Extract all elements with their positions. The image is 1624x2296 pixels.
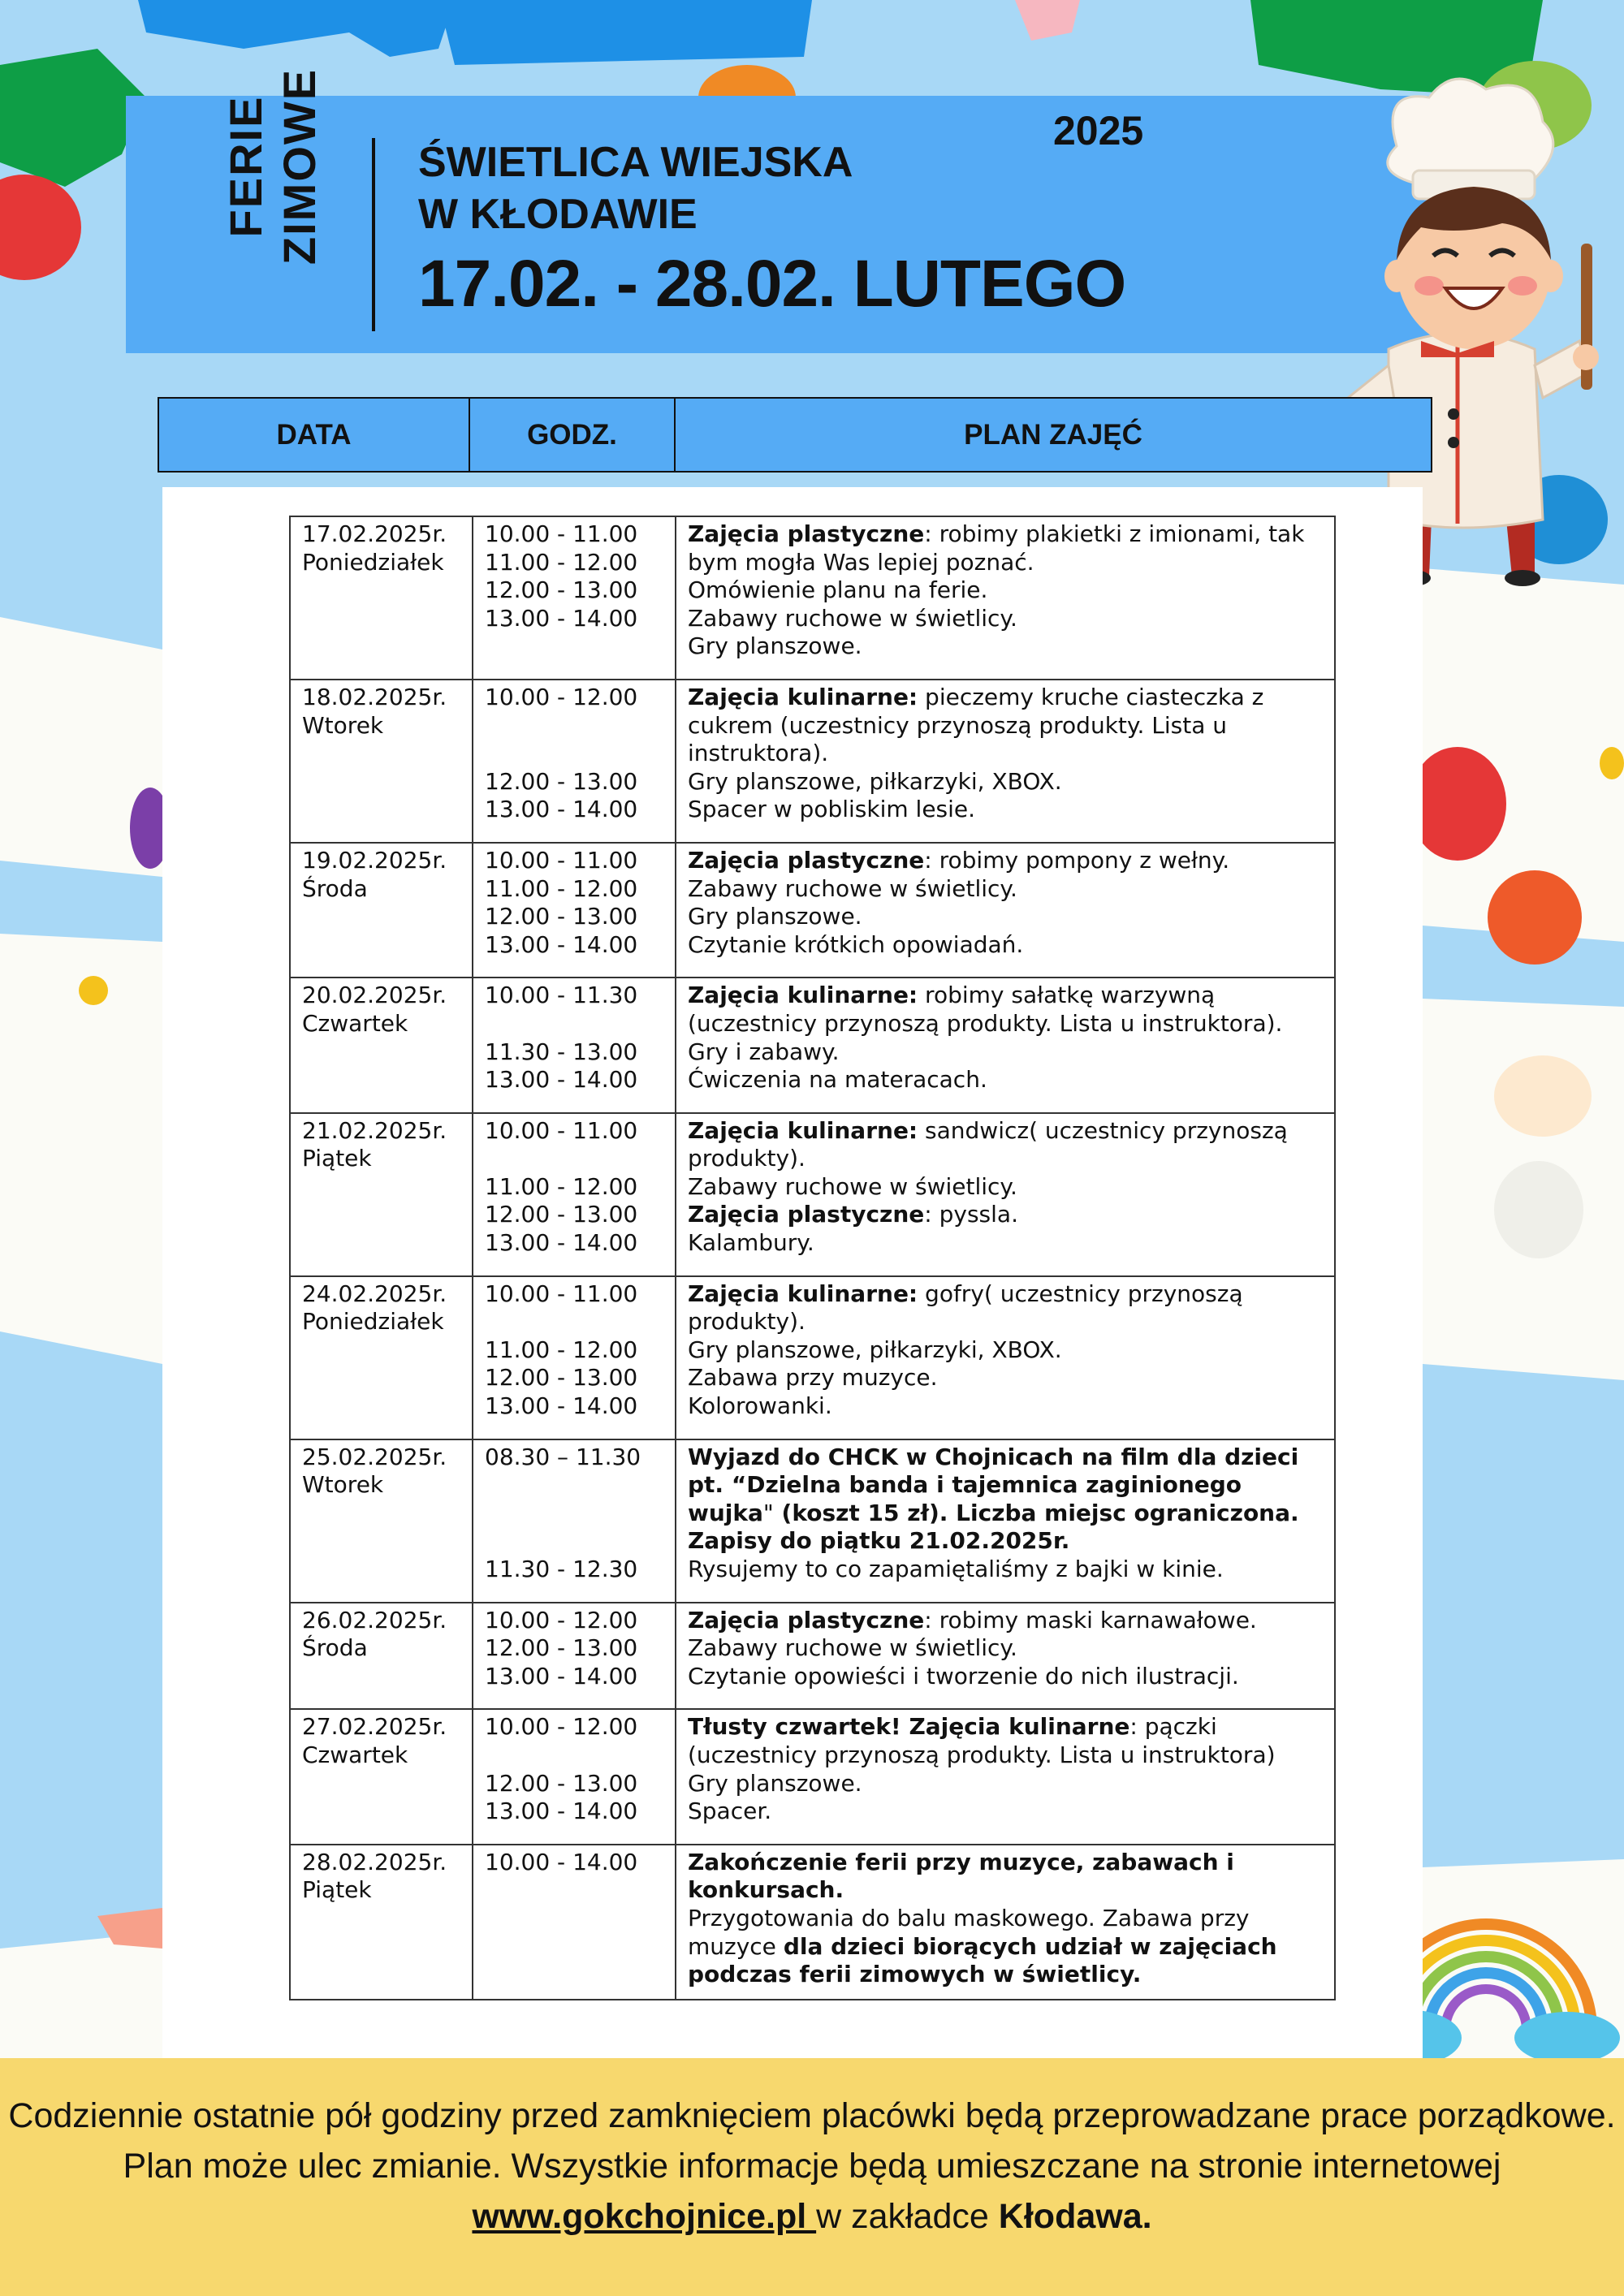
hours-cell (473, 680, 676, 843)
plan-text: gofry( uczestnicy przynoszą produkty). (688, 1280, 1243, 1336)
row-day: Środa (302, 874, 368, 902)
footer-place: Kłodawa. (998, 2197, 1152, 2236)
schedule-row (290, 516, 1335, 680)
time-slot (485, 1527, 663, 1556)
time-slot: 08.30 – 11.30 (485, 1443, 641, 1470)
time-slot: 13.00 - 14.00 (485, 930, 638, 958)
time-slot: 11.00 - 12.00 (485, 874, 638, 902)
plan-text: Gry planszowe. (688, 632, 862, 660)
schedule-row (290, 1113, 1335, 1276)
plan-line (688, 1770, 1323, 1798)
banner-divider (372, 138, 375, 331)
row-day: Środa (302, 1634, 368, 1662)
hours-cell (473, 1845, 676, 2000)
footer-note (0, 2058, 1624, 2296)
time-slot: 10.00 - 11.00 (485, 846, 638, 874)
plan-text: Kolorowanki. (688, 1392, 832, 1420)
plan-line (688, 1066, 1323, 1094)
schedule-row (290, 1845, 1335, 2000)
plan-bold-text: dla dzieci biorących udział w zajęciach podczas ferii zimowych w świetlicy. (688, 1932, 1277, 1988)
plan-text: Ćwiczenia na materacach. (688, 1066, 987, 1094)
time-slot (485, 1500, 663, 1528)
column-header-date: DATA (159, 399, 470, 471)
plan-text: " (762, 1499, 774, 1526)
hours-cell (473, 1709, 676, 1844)
plan-text: : robimy plakietki z imionami, tak bym mogła Was lepiej poznać. (688, 520, 1305, 576)
plan-text: Gry planszowe, piłkarzyki, XBOX. (688, 1336, 1062, 1363)
time-slot: 13.00 - 14.00 (485, 604, 638, 632)
time-slot: 11.00 - 12.00 (485, 548, 638, 576)
date-cell (290, 1603, 473, 1710)
time-slot: 12.00 - 13.00 (485, 1201, 638, 1228)
schedule-row (290, 1276, 1335, 1439)
schedule-row (290, 1709, 1335, 1844)
time-slot (485, 1145, 663, 1173)
plan-text: Zabawy ruchowe w świetlicy. (688, 604, 1017, 632)
plan-cell (676, 1845, 1335, 2000)
plan-text: Gry planszowe. (688, 903, 862, 930)
hours-cell (473, 1113, 676, 1276)
hours-cell (473, 1439, 676, 1603)
plan-bold-text: Zajęcia plastyczne (688, 520, 925, 547)
row-date: 28.02.2025r. (302, 1848, 447, 1875)
plan-bold-text: Zajęcia kulinarne: (688, 982, 918, 1009)
plan-cell (676, 680, 1335, 843)
year: 2025 (1053, 108, 1144, 153)
plan-line (688, 931, 1323, 960)
plan-text: Zabawy ruchowe w świetlicy. (688, 1634, 1017, 1662)
schedule-header (158, 397, 1432, 473)
plan-line (688, 1201, 1323, 1229)
plan-text: Kalambury. (688, 1229, 814, 1257)
plan-bold-text: Wyjazd do CHCK w Chojnicach na film dla dzieci pt. “Dzielna banda i tajemnica zaginionego wujka (688, 1443, 1299, 1526)
schedule-row (290, 1603, 1335, 1710)
time-slot: 10.00 - 12.00 (485, 1606, 638, 1634)
plan-line (688, 1229, 1323, 1258)
plan-text: Omówienie planu na ferie. (688, 576, 988, 604)
plan-line (688, 1336, 1323, 1365)
time-slot (485, 1308, 663, 1336)
row-date: 27.02.2025r. (302, 1713, 447, 1741)
plan-line (688, 605, 1323, 633)
time-slot: 13.00 - 14.00 (485, 1066, 638, 1094)
plan-bold-text: Zajęcia plastyczne (688, 1606, 925, 1634)
hours-cell (473, 1276, 676, 1439)
plan-line (688, 576, 1323, 605)
plan-line (688, 1556, 1323, 1584)
vertical-title-line1: FERIE (220, 95, 271, 238)
plan-line (688, 1663, 1323, 1691)
plan-text: : robimy maski karnawałowe. (924, 1606, 1257, 1634)
plan-cell (676, 516, 1335, 680)
time-slot: 13.00 - 14.00 (485, 1229, 638, 1257)
plan-line (688, 1392, 1323, 1421)
plan-cell (676, 1276, 1335, 1439)
time-slot: 10.00 - 12.00 (485, 1713, 638, 1741)
time-slot: 10.00 - 11.00 (485, 520, 638, 547)
time-slot: 11.30 - 12.30 (485, 1556, 638, 1582)
plan-cell (676, 1709, 1335, 1844)
row-date: 17.02.2025r. (302, 520, 447, 547)
time-slot: 10.00 - 14.00 (485, 1848, 638, 1875)
plan-line (688, 768, 1323, 796)
date-range: 17.02. - 28.02. LUTEGO (418, 247, 1126, 321)
date-cell (290, 1709, 473, 1844)
plan-text: Czytanie krótkich opowiadań. (688, 930, 1024, 958)
row-day: Czwartek (302, 1009, 408, 1037)
time-slot: 12.00 - 13.00 (485, 903, 638, 930)
plan-bold-text: Zajęcia kulinarne: (688, 1280, 918, 1307)
plan-text: : pyssla. (924, 1201, 1018, 1228)
plan-text: Zabawy ruchowe w świetlicy. (688, 1172, 1017, 1200)
plan-line (688, 1607, 1323, 1635)
row-day: Czwartek (302, 1741, 408, 1768)
row-date: 21.02.2025r. (302, 1116, 447, 1144)
plan-bold-text: Zajęcia kulinarne: (688, 683, 918, 710)
plan-line (688, 1173, 1323, 1202)
hours-cell (473, 978, 676, 1112)
row-date: 25.02.2025r. (302, 1443, 447, 1470)
plan-line (688, 1364, 1323, 1392)
plan-line (688, 1117, 1323, 1173)
hours-cell (473, 516, 676, 680)
plan-line (688, 875, 1323, 904)
time-slot: 10.00 - 11.30 (485, 982, 638, 1009)
plan-line (688, 1849, 1323, 1905)
plan-text: Gry i zabawy. (688, 1038, 840, 1065)
row-day: Wtorek (302, 711, 384, 739)
footer-text-main: Codziennie ostatnie pół godziny przed zamknięciem placówki będą przeprowadzane prace porządkowe. Plan może ulec zmianie. Wszystkie informacje będą umieszczane na stronie internetowej (8, 2096, 1616, 2186)
column-header-plan: PLAN ZAJĘĆ (964, 418, 1142, 451)
time-slot: 10.00 - 12.00 (485, 683, 638, 710)
vertical-title-line2: ZIMOWE (274, 67, 325, 265)
plan-line (688, 1798, 1323, 1826)
time-slot: 12.00 - 13.00 (485, 767, 638, 795)
plan-text: Spacer w pobliskim lesie. (688, 796, 976, 823)
time-slot: 12.00 - 13.00 (485, 1769, 638, 1797)
row-date: 26.02.2025r. (302, 1606, 447, 1634)
time-slot: 11.00 - 12.00 (485, 1336, 638, 1363)
plan-cell (676, 1439, 1335, 1603)
time-slot (485, 1741, 663, 1770)
plan-line (688, 1280, 1323, 1336)
plan-text: Czytanie opowieści i tworzenie do nich ilustracji. (688, 1662, 1239, 1690)
plan-line (688, 632, 1323, 661)
plan-line (688, 796, 1323, 824)
date-cell (290, 680, 473, 843)
row-date: 18.02.2025r. (302, 683, 447, 710)
date-cell (290, 843, 473, 978)
time-slot: 13.00 - 14.00 (485, 1662, 638, 1690)
time-slot: 10.00 - 11.00 (485, 1280, 638, 1307)
schedule-row (290, 1439, 1335, 1603)
time-slot: 11.00 - 12.00 (485, 1172, 638, 1200)
plan-text: Zabawy ruchowe w świetlicy. (688, 874, 1017, 902)
time-slot: 12.00 - 13.00 (485, 1634, 638, 1662)
plan-text: sandwicz( uczestnicy przynoszą produkty). (688, 1116, 1288, 1172)
plan-cell (676, 1113, 1335, 1276)
time-slot: 13.00 - 14.00 (485, 796, 638, 823)
date-cell (290, 1845, 473, 2000)
time-slot (485, 712, 663, 740)
plan-text: Przygotowania do balu maskowego. Zabawa przy muzyce (688, 1904, 1250, 1960)
plan-text: : pączki (uczestnicy przynoszą produkty. Lista u instruktora) (688, 1713, 1276, 1768)
plan-line (688, 1713, 1323, 1769)
plan-line (688, 1905, 1323, 1989)
time-slot: 12.00 - 13.00 (485, 1364, 638, 1392)
plan-text: Zabawa przy muzyce. (688, 1364, 938, 1392)
hours-cell (473, 1603, 676, 1710)
plan-line (688, 903, 1323, 931)
plan-text: Gry planszowe, piłkarzyki, XBOX. (688, 767, 1062, 795)
plan-bold-text: Zajęcia plastyczne (688, 846, 925, 874)
website-link[interactable]: www.gokchojnice.pl (472, 2197, 817, 2236)
plan-bold-text: Tłusty czwartek! Zajęcia kulinarne (688, 1713, 1130, 1741)
row-date: 20.02.2025r. (302, 982, 447, 1009)
row-date: 24.02.2025r. (302, 1280, 447, 1307)
row-day: Poniedziałek (302, 1308, 444, 1336)
plan-cell (676, 843, 1335, 978)
plan-bold-text: (koszt 15 zł). Liczba miejsc ograniczona. Zapisy do piątku 21.02.2025r. (688, 1499, 1299, 1555)
column-header-hours: GODZ. (470, 399, 676, 471)
plan-text: pieczemy kruche ciasteczka z cukrem (uczestnicy przynoszą produkty. Lista u instruktora). (688, 683, 1264, 767)
vertical-title (219, 65, 326, 268)
plan-text: Rysujemy to co zapamiętaliśmy z bajki w kinie. (688, 1556, 1224, 1582)
date-cell (290, 978, 473, 1112)
plan-cell (676, 978, 1335, 1112)
row-day: Poniedziałek (302, 548, 444, 576)
footer-text (0, 2091, 1624, 2242)
time-slot (485, 1471, 663, 1500)
plan-cell (676, 1603, 1335, 1710)
time-slot: 13.00 - 14.00 (485, 1798, 638, 1825)
date-cell (290, 1439, 473, 1603)
footer-text-tail: w zakładce (816, 2197, 999, 2236)
time-slot: 11.30 - 13.00 (485, 1038, 638, 1065)
plan-line (688, 1634, 1323, 1663)
row-day: Piątek (302, 1145, 372, 1172)
schedule-table (289, 516, 1336, 2000)
schedule-row (290, 978, 1335, 1112)
hours-cell (473, 843, 676, 978)
plan-line (688, 684, 1323, 768)
plan-bold-text: Zajęcia plastyczne (688, 1201, 925, 1228)
plan-line (688, 520, 1323, 576)
time-slot (485, 740, 663, 768)
plan-line (688, 1038, 1323, 1067)
plan-text: Gry planszowe. (688, 1769, 862, 1797)
schedule-row (290, 680, 1335, 843)
time-slot (485, 1010, 663, 1038)
plan-text: Spacer. (688, 1798, 772, 1825)
row-day: Piątek (302, 1876, 372, 1904)
plan-bold-text: Zajęcia kulinarne: (688, 1116, 918, 1144)
row-date: 19.02.2025r. (302, 846, 447, 874)
plan-text: robimy sałatkę warzywną (uczestnicy przynoszą produkty. Lista u instruktora). (688, 982, 1283, 1037)
time-slot: 12.00 - 13.00 (485, 576, 638, 604)
venue-title (418, 136, 853, 240)
date-cell (290, 516, 473, 680)
plan-line (688, 847, 1323, 875)
time-slot: 13.00 - 14.00 (485, 1392, 638, 1420)
venue-title-line1: ŚWIETLICA WIEJSKA (418, 139, 853, 186)
schedule-row (290, 843, 1335, 978)
plan-bold-text: Zakończenie ferii przy muzyce, zabawach i konkursach. (688, 1848, 1234, 1904)
venue-title-line2: W KŁODAWIE (418, 191, 698, 238)
plan-text: : robimy pompony z wełny. (924, 846, 1230, 874)
date-cell (290, 1113, 473, 1276)
row-day: Wtorek (302, 1471, 384, 1499)
date-cell (290, 1276, 473, 1439)
plan-line (688, 1444, 1323, 1556)
plan-line (688, 982, 1323, 1038)
time-slot: 10.00 - 11.00 (485, 1116, 638, 1144)
